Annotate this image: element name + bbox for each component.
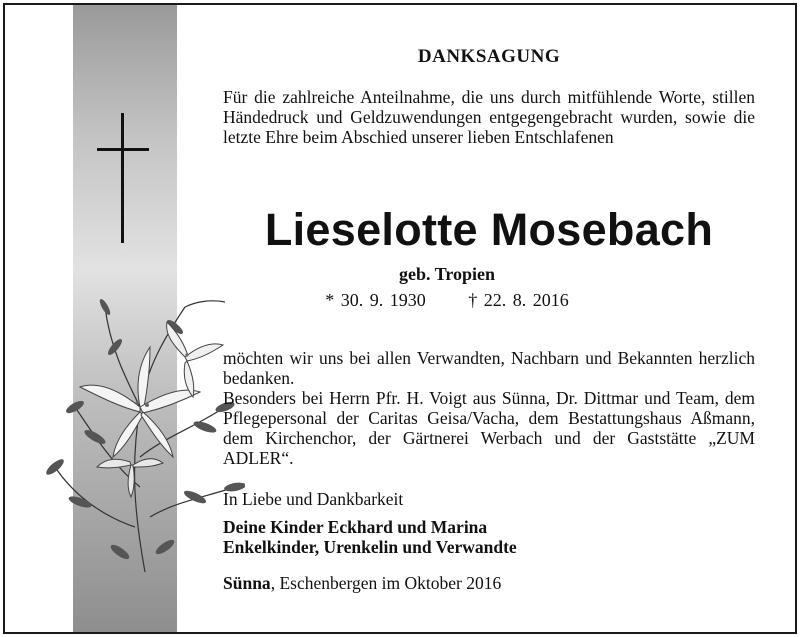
place-name: Sünna	[223, 573, 271, 593]
signers-line-1: Deine Kinder Eckhard und Marina	[223, 517, 488, 537]
notice-frame	[3, 3, 797, 634]
signers-line-2: Enkelkinder, Urenkelin und Verwandte	[223, 537, 517, 557]
thanks-text	[223, 348, 755, 468]
signers	[223, 517, 517, 557]
thanks-paragraph-2: Besonders bei Herrn Pfr. H. Voigt aus Sünna, Dr. Dittmar und Team, dem Pflegepersonal der Caritas Geisa/Vacha, dem Bestattungshaus Aßmann, dem Kirchenchor, der Gärtnerei Werbach und der Gaststätte „ZUM ADLER“.	[223, 388, 755, 468]
intro-text: Für die zahlreiche Anteilnahme, die uns durch mitfühlende Worte, stillen Händedruck und Geldzuwendungen entgegengebracht wurden, sowie die letzte Ehre beim Abschied unserer lieben Entschlafenen	[223, 87, 755, 147]
birth-name: geb. Tropien	[398, 264, 496, 284]
closing-text: In Liebe und Dankbarkeit	[223, 489, 404, 509]
life-dates	[223, 290, 671, 311]
thanks-paragraph-1: möchten wir uns bei allen Verwandten, Nachbarn und Bekannten herzlich bedanken.	[223, 348, 755, 388]
place-date	[223, 573, 501, 594]
deceased-name: Lieselotte Mosebach	[264, 204, 714, 255]
cross-icon	[97, 113, 149, 243]
place-rest: , Eschenbergen im Oktober 2016	[270, 573, 502, 593]
notice-heading: DANKSAGUNG	[417, 46, 561, 67]
death-date: † 22. 8. 2016	[468, 290, 569, 310]
lily-bouquet-icon	[35, 287, 245, 577]
birth-date: * 30. 9. 1930	[325, 290, 426, 310]
